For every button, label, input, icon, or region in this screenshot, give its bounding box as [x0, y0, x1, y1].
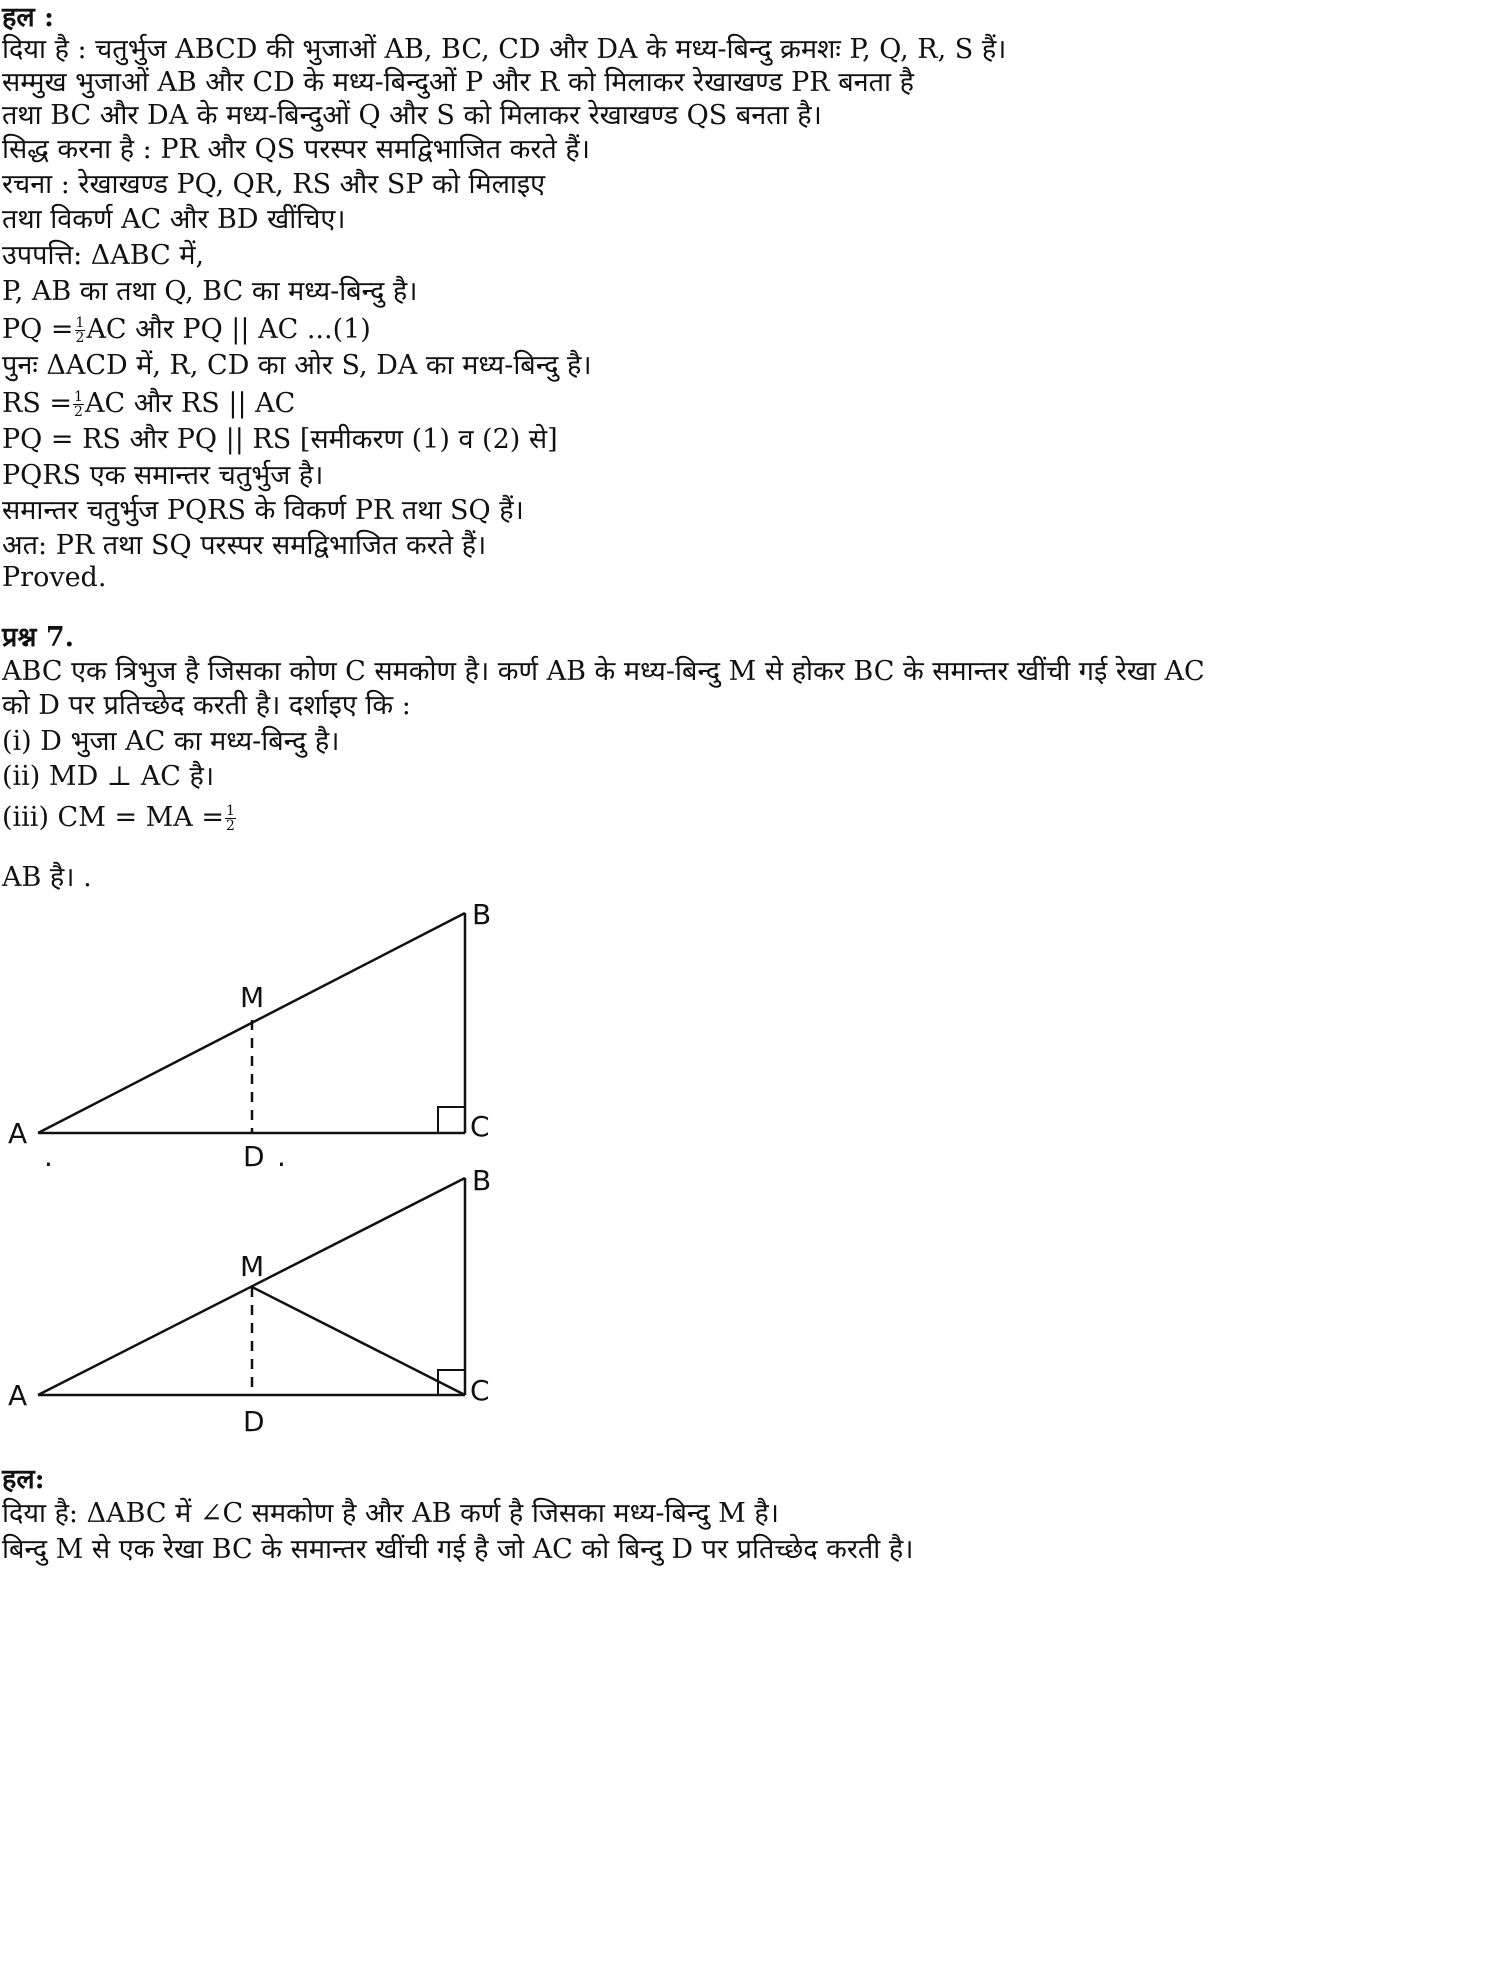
label-a: A: [8, 1379, 28, 1412]
proof-line: पुनः ΔACD में, R, CD का ओर S, DA का मध्य-बिन्दु है।: [2, 350, 592, 381]
label-c: C: [470, 1110, 490, 1143]
text-line: बिन्दु M से एक रेखा BC के समान्तर खींची गई है जो AC को बिन्दु D पर प्रतिच्छेद करती है।: [2, 1534, 914, 1565]
proof-line: अत: PR तथा SQ परस्पर समद्विभाजित करते हैं।: [2, 530, 487, 561]
question-text: को D पर प्रतिच्छेद करती है। दर्शाइए कि :: [2, 690, 411, 721]
part-left: (iii) CM = MA =: [2, 802, 224, 833]
proof-line: PQRS एक समान्तर चतुर्भुज है।: [2, 460, 324, 491]
question-heading: प्रश्न 7.: [2, 622, 75, 653]
segment-mc: [252, 1287, 465, 1395]
half-fraction: $\frac{1}{2}$: [75, 315, 85, 346]
label-b: B: [472, 1165, 492, 1197]
label-b: B: [472, 898, 492, 931]
stray-mark: .: [44, 1140, 53, 1173]
equation-right: AC और PQ || AC ...(1): [86, 314, 371, 345]
label-c: C: [470, 1374, 490, 1407]
solution-heading: हल:: [2, 1464, 45, 1495]
equation-line: [2, 384, 295, 424]
question-text: ABC एक त्रिभुज है जिसका कोण C समकोण है। कर्ण AB के मध्य-बिन्दु M से होकर BC के समान्तर खींची गई रेखा AC: [2, 656, 1205, 687]
label-d: D: [243, 1140, 265, 1173]
question-part: [2, 798, 237, 838]
half-fraction: $\frac{1}{2}$: [74, 389, 83, 420]
triangle-figure-1: [0, 890, 640, 1190]
equation-right: AC और RS || AC: [84, 388, 296, 419]
equation-left: PQ =: [2, 314, 74, 345]
label-d: D: [243, 1405, 265, 1438]
equation-left: RS =: [2, 388, 73, 419]
equation-line: [2, 310, 371, 350]
proof-line: P, AB का तथा Q, BC का मध्य-बिन्दु है।: [2, 276, 418, 307]
question-part: (ii) MD ⊥ AC है।: [2, 761, 215, 792]
proved-text: Proved.: [2, 562, 107, 593]
solution-heading: हल :: [2, 2, 55, 33]
construction-line: रचना : रेखाखण्ड PQ, QR, RS और SP को मिलाइए: [2, 169, 546, 200]
label-a: A: [8, 1117, 28, 1150]
triangle-figure-2: [0, 1165, 640, 1455]
label-m: M: [240, 981, 265, 1014]
given-line: दिया है : चतुर्भुज ABCD की भुजाओं AB, BC, CD और DA के मध्य-बिन्दु क्रमशः P, Q, R, S हैं।: [2, 34, 1007, 65]
proof-line: उपपत्ति: ΔABC में,: [2, 240, 205, 271]
given-line: दिया है: ΔABC में ∠C समकोण है और AB कर्ण है जिसका मध्य-बिन्दु M है।: [2, 1498, 779, 1529]
construction-line: तथा विकर्ण AC और BD खींचिए।: [2, 204, 346, 235]
text-line: सम्मुख भुजाओं AB और CD के मध्य-बिन्दुओं P और R को मिलाकर रेखाखण्ड PR बनता है: [2, 67, 914, 98]
to-prove-line: सिद्ध करना है : PR और QS परस्पर समद्विभाजित करते हैं।: [2, 134, 590, 165]
stray-mark: .: [277, 1140, 286, 1173]
proof-line: PQ = RS और PQ || RS [समीकरण (1) व (2) से]: [2, 424, 558, 455]
half-fraction: $\frac{1}{2}$: [226, 803, 235, 834]
proof-line: समान्तर चतुर्भुज PQRS के विकर्ण PR तथा SQ हैं।: [2, 495, 524, 526]
text-line: तथा BC और DA के मध्य-बिन्दुओं Q और S को मिलाकर रेखाखण्ड QS बनता है।: [2, 100, 822, 131]
label-m: M: [240, 1250, 265, 1283]
right-angle-mark: [438, 1107, 465, 1133]
question-part-continued: AB है। .: [2, 862, 92, 893]
question-part: (i) D भुजा AC का मध्य-बिन्दु है।: [2, 726, 340, 757]
